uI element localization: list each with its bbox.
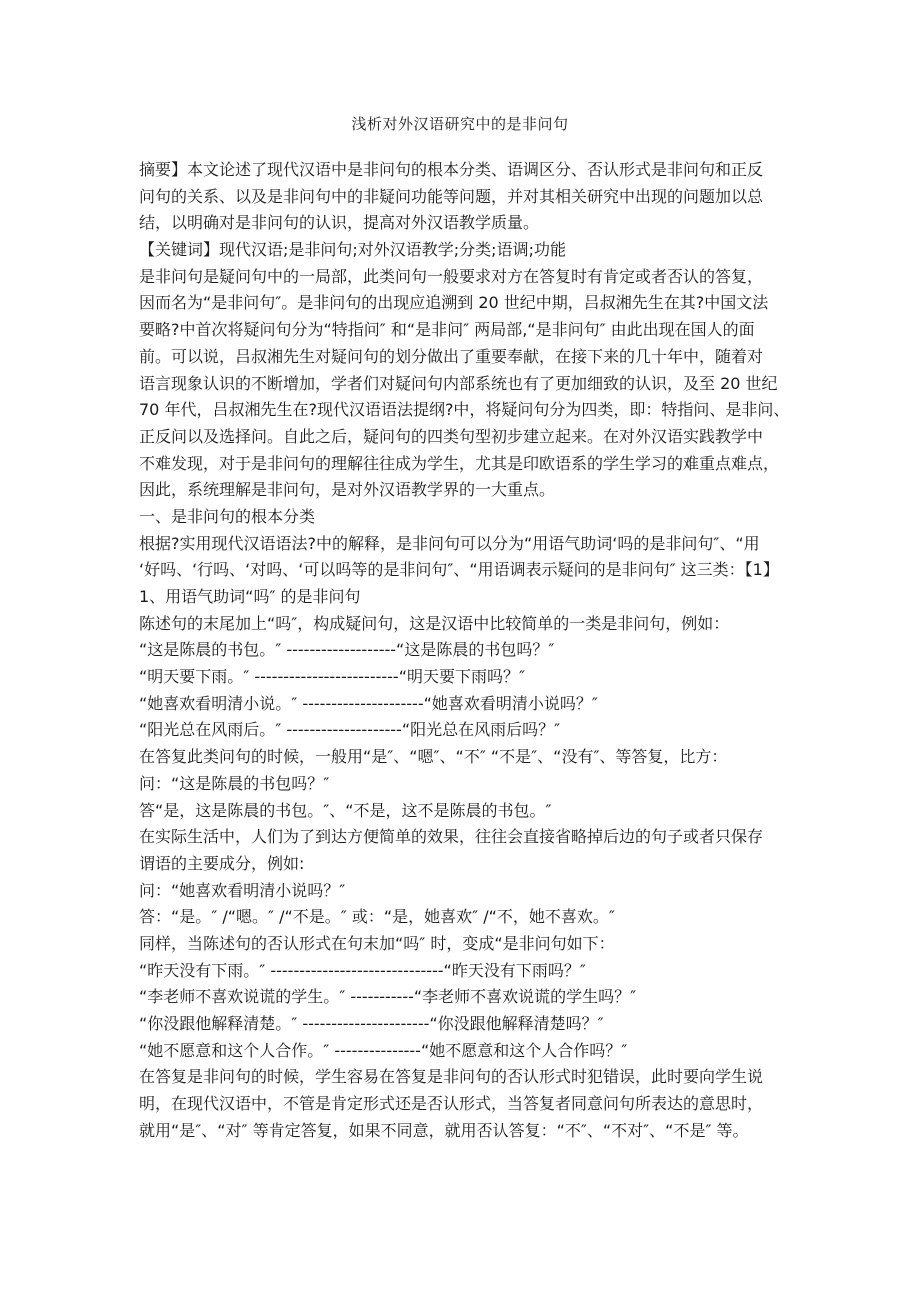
example-line: 答“是，这是陈晨的书包。″、“不是，这不是陈晨的书包。″ xyxy=(139,800,552,820)
paragraph-line: 同样，当陈述句的否认形式在句末加“吗″ 时，变成“是非问句如下： xyxy=(139,933,615,953)
paragraph-line: 根据?实用现代汉语语法?中的解释，是非问句可以分为“用语气助词‘吗的是非问句″、“用 xyxy=(139,533,760,553)
example-line: “明天要下雨。″ -------------------------“明天要下雨吗？″ xyxy=(139,667,525,687)
paragraph-line: 正反问以及选择问。自此之后，疑问句的四类句型初步建立起来。在对外汉语实践教学中 xyxy=(139,426,764,446)
abstract-line: 问句的关系、以及是非问句中的非疑问功能等问题，并对其相关研究中出现的问题加以总 xyxy=(139,186,764,206)
example-line: “她不愿意和这个人合作。″ ---------------“她不愿意和这个人合作吗？″ xyxy=(139,1040,628,1060)
example-line: “你没跟他解释清楚。″ ----------------------“你没跟他解释清楚吗？″ xyxy=(139,1014,604,1033)
document-title: 浅析对外汉语研究中的是非问句 xyxy=(351,115,569,133)
paragraph-line: 明，在现代汉语中，不管是肯定形式还是否认形式，当答复者同意问句所表达的意思时， xyxy=(139,1094,764,1114)
paragraph-line: 因此，系统理解是非问句，是对外汉语教学界的一大重点。 xyxy=(139,480,556,500)
keywords-line: 【关键词】现代汉语;是非问句;对外汉语教学;分类;语调;功能 xyxy=(139,240,566,260)
paragraph-line: 前。可以说，吕叔湘先生对疑问句的划分做出了重要奉献，在接下来的几十年中，随着对 xyxy=(139,346,764,366)
paragraph-line: 因而名为“是非问句″。是非问句的出现应追溯到 20 世纪中期，吕叔湘先生在其?中国文法 xyxy=(139,293,769,313)
paragraph-line: 陈述句的末尾加上“吗″，构成疑问句，这是汉语中比较简单的一类是非问句，例如： xyxy=(139,613,730,633)
paragraph-line: 在答复是非问句的时候，学生容易在答复是非问句的否认形式时犯错误，此时要向学生说 xyxy=(139,1067,764,1087)
example-line: “昨天没有下雨。″ ------------------------------“昨天没有下雨吗？″ xyxy=(139,960,586,980)
paragraph-line: 不难发现，对于是非问句的理解往往成为学生，尤其是印欧语系的学生学习的难重点难点， xyxy=(139,453,780,473)
abstract-line: 结，以明确对是非问句的认识，提高对外汉语教学质量。 xyxy=(139,213,540,233)
section-heading: 一、是非问句的根本分类 xyxy=(139,506,316,526)
document-body xyxy=(139,157,789,1144)
example-line: “李老师不喜欢说谎的学生。″ -----------“李老师不喜欢说谎的学生吗？″ xyxy=(139,987,637,1007)
paragraph-line: 在答复此类问句的时候，一般用“是″、“嗯″、“不″ “不是″、“没有″、等答复，比方： xyxy=(139,747,728,767)
paragraph-line: 70 年代，吕叔湘先生在?现代汉语语法提纲?中，将疑问句分为四类，即：特指问、是非问、 xyxy=(139,400,789,420)
abstract-line: 摘要】本文论述了现代汉语中是非问句的根本分类、语调区分、否认形式是非问句和正反 xyxy=(139,160,764,179)
paragraph-line: 在实际生活中，人们为了到达方便简单的效果，往往会直接省略掉后边的句子或者只保存 xyxy=(139,827,764,847)
example-line: “这是陈晨的书包。″ -------------------“这是陈晨的书包吗？″ xyxy=(139,640,555,660)
subsection-heading: 1、用语气助词“吗″ 的是非问句 xyxy=(139,587,361,606)
example-line: 问：“这是陈晨的书包吗？″ xyxy=(139,773,330,793)
example-line: 答：“是。″ /“嗯。″ /“不是。″ 或：“是，她喜欢″ /“不，她不喜欢。″ xyxy=(139,907,615,927)
paragraph-line: 谓语的主要成分，例如: xyxy=(139,853,305,873)
paragraph-line: 语言现象认识的不断增加，学者们对疑问句内部系统也有了更加细致的认识，及至 20 世纪 xyxy=(139,373,778,393)
example-line: “她喜欢看明清小说。″ ---------------------“她喜欢看明清小说吗？″ xyxy=(139,693,598,713)
example-line: 问：“她喜欢看明清小说吗？″ xyxy=(139,880,346,900)
paragraph-line: 是非问句是疑问句中的一局部，此类问句一般要求对方在答复时有肯定或者否认的答复， xyxy=(139,266,764,286)
paragraph-line: ‘好吗、‘行吗、‘对吗、‘可以吗等的是非问句″、“用语调表示疑问的是非问句″ 这三类：【1】 xyxy=(139,560,779,580)
example-line: “阳光总在风雨后。″ --------------------“阳光总在风雨后吗？″ xyxy=(139,720,561,740)
paragraph-line: 要略?中首次将疑问句分为“特指问″ 和“是非问″ 两局部,“是非问句″ 由此出现在国人的面 xyxy=(139,320,755,340)
paragraph-line: 就用“是″、“对″ 等肯定答复，如果不同意，就用否认答复：“不″、“不对″、“不是″ 等。 xyxy=(139,1120,749,1140)
